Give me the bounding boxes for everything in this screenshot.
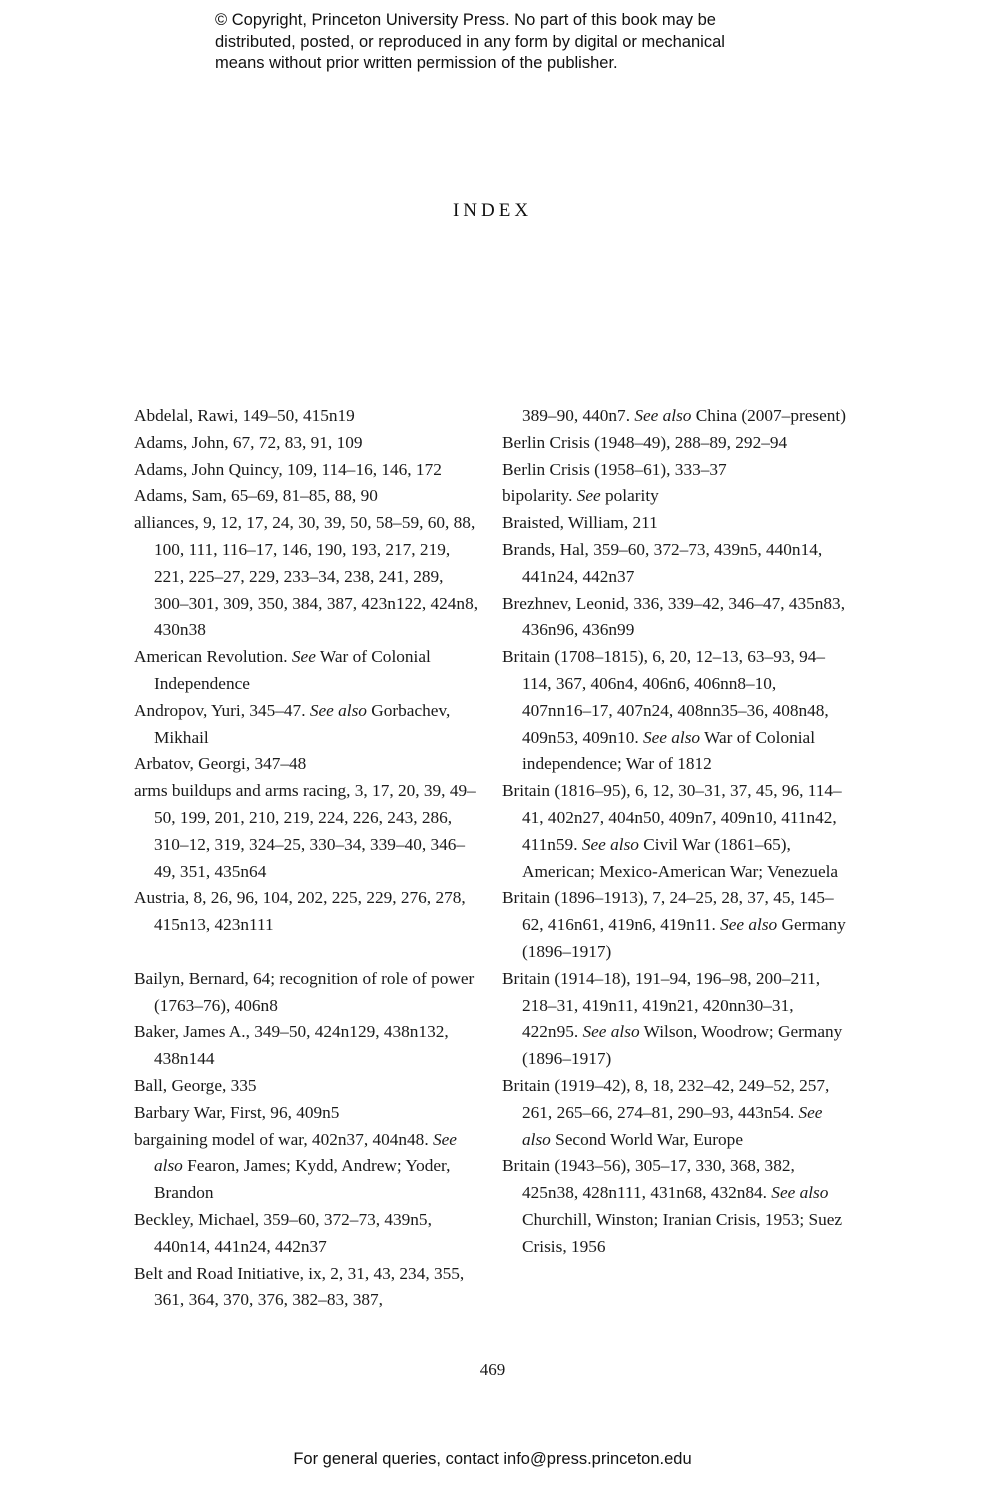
index-entry: Berlin Crisis (1958–61), 333–37 — [502, 459, 727, 479]
index-entry: Britain (1919–42), 8, 18, 232–42, 249–52, 257, 261, 265–66, 274–81, 290–93, 443n54. See also Second World War, Europe — [502, 1075, 830, 1149]
index-entry: Barbary War, First, 96, 409n5 — [134, 1102, 340, 1122]
copyright-notice — [215, 10, 835, 75]
index-entry: American Revolution. See War of Colonial Independence — [134, 647, 431, 693]
page-number: 469 — [479, 1360, 506, 1379]
index-entry: Bailyn, Bernard, 64; recognition of role of power (1763–76), 406n8 — [134, 968, 475, 1015]
index-entry: Berlin Crisis (1948–49), 288–89, 292–94 — [502, 432, 788, 452]
index-entry: arms buildups and arms racing, 3, 17, 20, 39, 49–50, 199, 201, 210, 219, 224, 226, 243, 286, 310–12, 319, 324–25, 330–34, 339–40, 346–49, 351, 435n64 — [134, 781, 476, 881]
index-entry: Britain (1816–95), 6, 12, 30–31, 37, 45, 96, 114–41, 402n27, 404n50, 409n7, 409n10, 411n42, 411n59. See also Civil War (1861–65), American; Mexico-American War; Venezuela — [502, 781, 842, 881]
copyright-line: means without prior written permission of the publisher. — [215, 54, 618, 72]
index-entry: Austria, 8, 26, 96, 104, 202, 225, 229, 276, 278, 415n13, 423n111 — [134, 888, 466, 935]
index-entry: Britain (1943–56), 305–17, 330, 368, 382, 425n38, 428n111, 431n68, 432n84. See also Churchill, Winston; Iranian Crisis, 1953; Suez Crisis, 1956 — [502, 1156, 843, 1256]
index-entry: Beckley, Michael, 359–60, 372–73, 439n5, 440n14, 441n24, 442n37 — [134, 1209, 432, 1256]
index-entry: Brezhnev, Leonid, 336, 339–42, 346–47, 435n83, 436n96, 436n99 — [502, 593, 846, 640]
index-column-left — [134, 403, 479, 1314]
index-section-gap — [134, 939, 479, 966]
index-entry: Arbatov, Georgi, 347–48 — [134, 754, 307, 774]
page-title: INDEX — [452, 200, 533, 221]
index-entry: bargaining model of war, 402n37, 404n48. See also Fearon, James; Kydd, Andrew; Yoder, Brandon — [134, 1129, 457, 1203]
index-entry: 389–90, 440n7. See also China (2007–present) — [522, 406, 846, 425]
index-entry: Ball, George, 335 — [134, 1075, 257, 1095]
index-entry: Britain (1914–18), 191–94, 196–98, 200–211, 218–31, 419n11, 419n21, 420nn30–31, 422n95. See also Wilson, Woodrow; Germany (1896–1917) — [502, 968, 843, 1069]
copyright-line: distributed, posted, or reproduced in any form by digital or mechanical — [215, 32, 725, 51]
index-entry: Britain (1708–1815), 6, 20, 12–13, 63–93, 94–114, 367, 406n4, 406n6, 406nn8–10, 407nn16–17, 407n24, 408nn35–36, 408n48, 409n53, 409n10. See also War of Colonial independence; War of 1812 — [502, 647, 829, 774]
index-column-right — [502, 403, 847, 1261]
index-entry: Baker, James A., 349–50, 424n129, 438n132, 438n144 — [134, 1022, 449, 1069]
index-entry: Braisted, William, 211 — [502, 513, 658, 533]
copyright-line: © Copyright, Princeton University Press. No part of this book may be — [215, 11, 716, 29]
index-entry: Adams, Sam, 65–69, 81–85, 88, 90 — [134, 486, 378, 506]
index-entry: Andropov, Yuri, 345–47. See also Gorbachev, Mikhail — [134, 700, 451, 747]
index-entry: Adams, John, 67, 72, 83, 91, 109 — [134, 432, 363, 452]
index-entry: Britain (1896–1913), 7, 24–25, 28, 37, 45, 145–62, 416n61, 419n6, 419n11. See also Germany (1896–1917) — [502, 888, 846, 961]
index-entry: bipolarity. See polarity — [502, 486, 659, 506]
index-entry: Belt and Road Initiative, ix, 2, 31, 43, 234, 355, 361, 364, 370, 376, 382–83, 387, — [134, 1263, 465, 1310]
index-entry: alliances, 9, 12, 17, 24, 30, 39, 50, 58–59, 60, 88, 100, 111, 116–17, 146, 190, 193, 217, 219, 221, 225–27, 229, 233–34, 238, 241, 289, 300–301, 309, 350, 384, 387, 423n122, 424n8, 430n38 — [134, 513, 479, 640]
index-entry: Adams, John Quincy, 109, 114–16, 146, 172 — [134, 459, 442, 479]
index-entry: Brands, Hal, 359–60, 372–73, 439n5, 440n14, 441n24, 442n37 — [502, 539, 823, 586]
index-entry: Abdelal, Rawi, 149–50, 415n19 — [134, 406, 355, 425]
footer-contact: For general queries, contact info@press.princeton.edu — [293, 1450, 692, 1468]
